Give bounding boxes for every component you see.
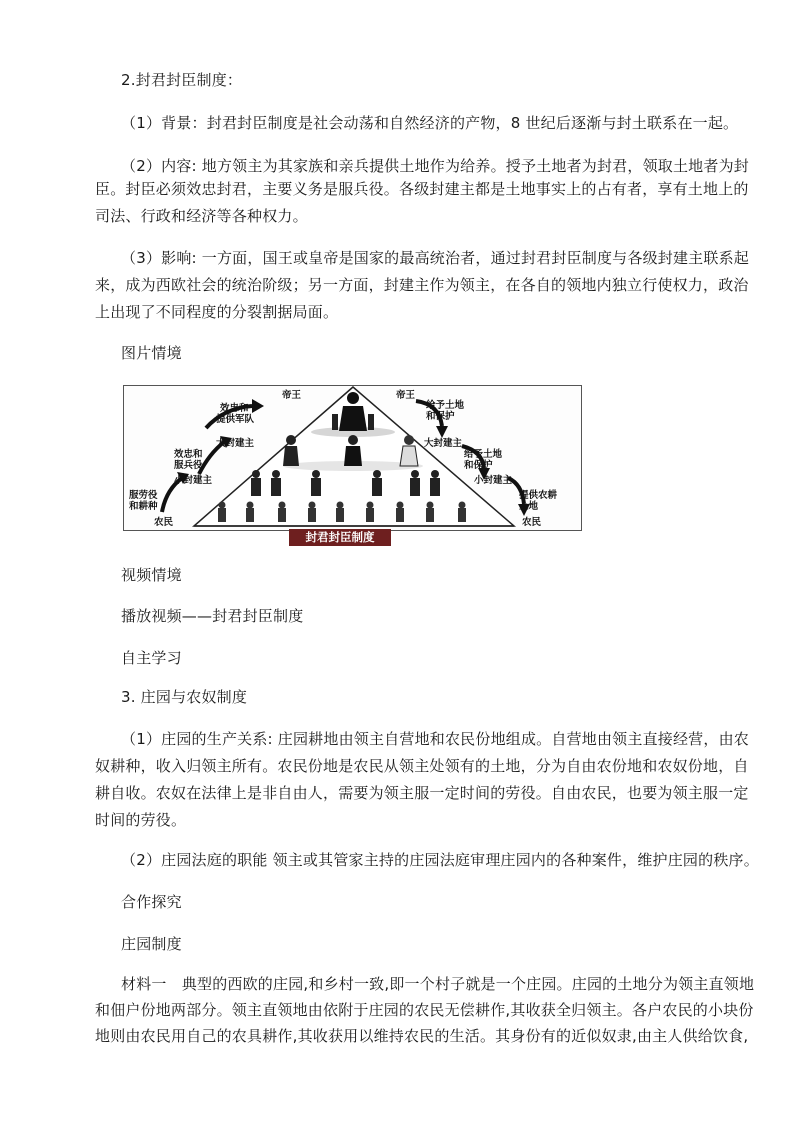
picture-context-label: 图片情境 bbox=[121, 344, 182, 362]
left-label-duty-top-1: 效忠和 bbox=[220, 403, 249, 414]
right-label-give-low-2: 土地 bbox=[519, 501, 539, 512]
section2-content-line2: 臣。封臣必须效忠封君，主要义务是服兵役。各级封建主都是土地事实上的占有者，享有土地上的 bbox=[95, 180, 749, 198]
left-label-emperor: 帝王 bbox=[282, 390, 302, 401]
section2-impact-line3: 上出现了不同程度的分裂割据局面。 bbox=[95, 303, 339, 321]
section2-impact-line2: 来，成为西欧社会的统治阶级；另一方面，封建主作为领主，在各自的领地内独立行使权力，政治 bbox=[95, 276, 749, 294]
feudal-pyramid-diagram bbox=[124, 386, 581, 530]
section3-relations-line4: 时间的劳役。 bbox=[95, 811, 187, 829]
right-label-give-top-1: 给予土地 bbox=[426, 400, 465, 411]
section3-relations-line1: （1）庄园的生产关系: 庄园耕地由领主自营地和农民份地组成。自营地由领主直接经营，由农 bbox=[121, 730, 749, 748]
left-label-duty-mid-1: 效忠和 bbox=[174, 449, 203, 460]
material1-line3: 地则由农民用自己的农具耕作,其收获用以维持农民的生活。其身份有的近似奴隶,由主人供给饮食, bbox=[95, 1027, 749, 1045]
right-label-great-lord: 大封建主 bbox=[424, 438, 463, 449]
section2-impact-line1: （3）影响: 一方面，国王或皇帝是国家的最高统治者，通过封君封臣制度与各级封建主联系起 bbox=[121, 249, 749, 267]
section3-heading: 3. 庄园与农奴制度 bbox=[121, 688, 248, 706]
right-label-give-top-2: 和保护 bbox=[426, 411, 455, 422]
section3-court: （2）庄园法庭的职能 领主或其管家主持的庄园法庭审理庄园内的各种案件，维护庄园的秩序。 bbox=[121, 851, 759, 869]
section3-relations-line3: 耕自收。农奴在法律上是非自由人，需要为领主服一定时间的劳役。自由农民，也要为领主服一定 bbox=[95, 784, 749, 802]
right-label-give-mid-2: 和保护 bbox=[464, 460, 493, 471]
figure-caption: 封君封臣制度 bbox=[289, 529, 391, 546]
video-play-link[interactable]: 播放视频——封君封臣制度 bbox=[121, 607, 304, 625]
left-label-duty-low-2: 和耕种 bbox=[129, 501, 158, 512]
left-label-duty-top-2: 提供军队 bbox=[216, 414, 255, 425]
left-label-small-lord: 小封建主 bbox=[174, 475, 213, 486]
right-label-peasant: 农民 bbox=[522, 517, 542, 528]
left-label-duty-mid-2: 服兵役 bbox=[174, 460, 203, 471]
section3-relations-line2: 奴耕种，收入归领主所有。农民份地是农民从领主处领有的土地，分为自由农份地和农奴份地，自 bbox=[95, 757, 749, 775]
section2-content-line3: 司法、行政和经济等各种权力。 bbox=[95, 207, 308, 225]
coop-label: 合作探究 bbox=[121, 893, 182, 911]
manor-system-label: 庄园制度 bbox=[121, 935, 182, 953]
material1-line2: 和佃户份地两部分。领主直领地由依附于庄园的农民无偿耕作,其收获全归领主。各户农民的小块份 bbox=[95, 1001, 754, 1019]
right-label-small-lord: 小封建主 bbox=[474, 475, 513, 486]
section2-background: （1）背景：封君封臣制度是社会动荡和自然经济的产物，8 世纪后逐渐与封土联系在一起。 bbox=[121, 114, 739, 132]
left-label-peasant: 农民 bbox=[154, 517, 174, 528]
right-label-give-mid-1: 给予土地 bbox=[464, 449, 503, 460]
section2-content-line1: （2）内容: 地方领主为其家族和亲兵提供土地作为给养。授予土地者为封君，领取土地者为封 bbox=[121, 157, 749, 175]
self-study-label: 自主学习 bbox=[121, 649, 182, 667]
feudal-pyramid-figure bbox=[123, 385, 582, 531]
section2-heading: 2.封君封臣制度： bbox=[121, 71, 243, 89]
right-label-give-low-1: 提供农耕 bbox=[519, 490, 558, 501]
video-context-label: 视频情境 bbox=[121, 566, 182, 584]
right-label-emperor: 帝王 bbox=[396, 390, 416, 401]
left-label-great-lord: 大封建主 bbox=[216, 438, 255, 449]
material1-line1: 材料一 典型的西欧的庄园,和乡村一致,即一个村子就是一个庄园。庄园的土地分为领主直领地 bbox=[121, 975, 755, 993]
left-label-duty-low-1: 服劳役 bbox=[129, 490, 158, 501]
